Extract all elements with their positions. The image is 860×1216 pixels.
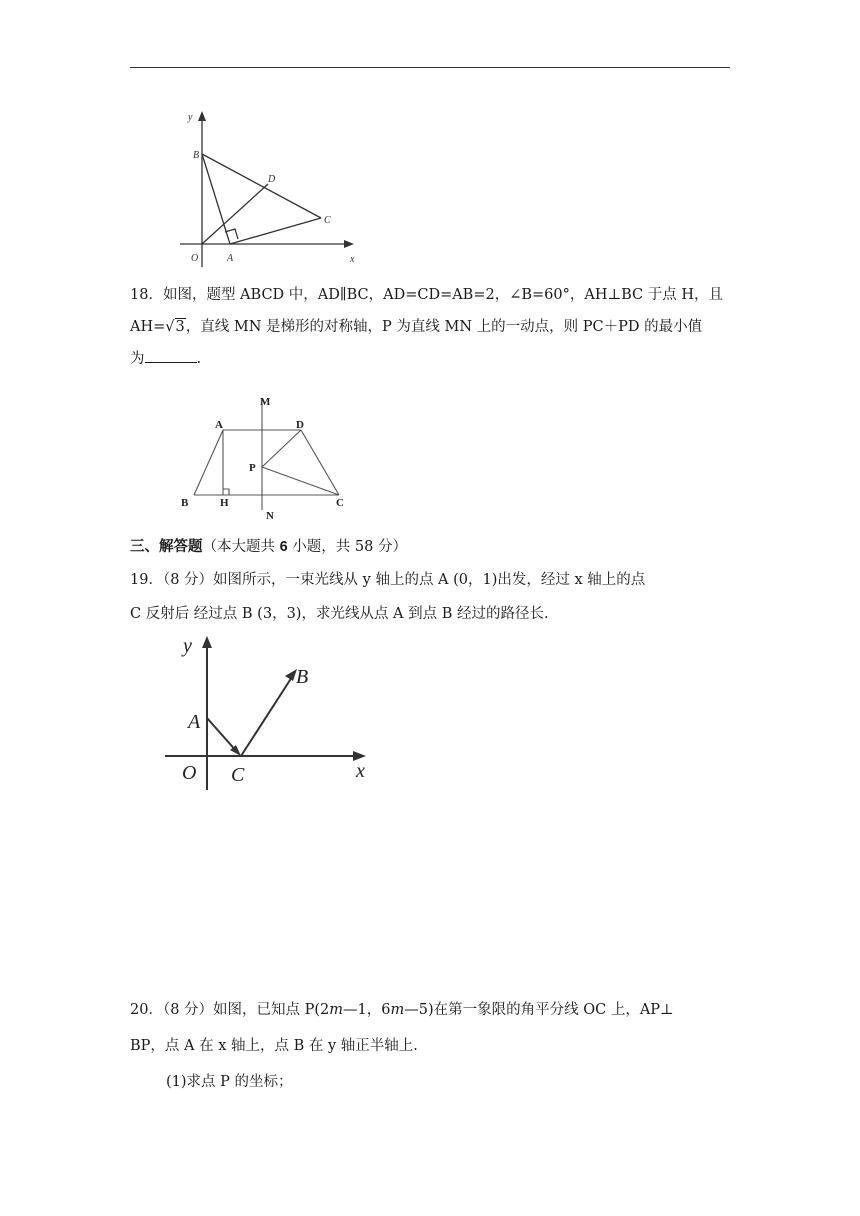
segment-AB <box>194 430 223 495</box>
question-20-subquestion-1: (1)求点 P 的坐标； <box>166 1074 293 1090</box>
label-C: C <box>336 497 344 509</box>
q20-text-a: 20．（8 分）如图，已知点 P(2 <box>130 1002 330 1018</box>
right-angle-mark-H <box>223 489 229 495</box>
label-C: C <box>324 215 331 226</box>
y-axis-arrow <box>198 111 206 121</box>
label-O: O <box>191 253 199 264</box>
variable-m-2: m <box>390 1002 405 1018</box>
question-20-line-2: BP，点 A 在 x 轴上，点 B 在 y 轴正半轴上. <box>130 1038 418 1054</box>
label-D: D <box>268 174 276 185</box>
segment-DC <box>301 430 339 495</box>
ray-CB <box>241 677 292 756</box>
question-20-line-1 <box>130 995 734 1026</box>
label-B: B <box>181 497 189 509</box>
label-P: P <box>249 462 256 474</box>
figure-18-trapezoid-diagram <box>175 388 365 523</box>
variable-m: m <box>329 1002 344 1018</box>
segment-PC <box>262 467 339 495</box>
section-3-count: 6 <box>279 539 288 555</box>
label-y: y <box>183 635 192 657</box>
question-19-line-2: C 反射后 经过点 B (3，3)，求光线从点 A 到点 B 经过的路径长. <box>130 606 549 622</box>
section-3-detail-post: 小题，共 58 分） <box>287 539 407 555</box>
y-axis-arrow <box>202 636 212 648</box>
segment-BC <box>202 154 321 218</box>
section-3-title: 三、解答题 <box>130 538 203 555</box>
label-N: N <box>266 510 274 522</box>
header-rule <box>130 67 730 68</box>
label-A: A <box>215 419 223 431</box>
segment-AC <box>230 218 321 244</box>
label-H: H <box>220 497 229 509</box>
x-axis-arrow <box>344 240 354 248</box>
q18-ah-label: AH= <box>130 319 166 335</box>
label-O: O <box>182 762 197 784</box>
segment-OD <box>202 184 268 244</box>
section-3-heading <box>130 531 734 563</box>
label-y: y <box>188 112 193 123</box>
label-x: x <box>356 760 365 782</box>
figure-17-coordinate-diagram <box>178 105 368 270</box>
figure-19-reflection-diagram <box>160 632 385 792</box>
q20-text-c: —5)在第一象限的角平分线 OC 上，AP⊥ <box>404 1002 674 1018</box>
q18-period: . <box>196 351 202 367</box>
sqrt-symbol: √3 <box>165 319 185 335</box>
question-18-line-2 <box>130 312 734 343</box>
label-C: C <box>231 764 245 786</box>
section-3-detail-pre: （本大题共 <box>202 539 280 555</box>
q18-line2-text: ，直线 MN 是梯形的对称轴，P 为直线 MN 上的一动点，则 PC＋PD 的最小值 <box>185 319 703 335</box>
segment-PD <box>262 430 301 467</box>
label-D: D <box>296 419 304 431</box>
sqrt-radicand: 3 <box>175 319 185 335</box>
q18-line3-text: 为 <box>130 351 145 367</box>
label-B: B <box>296 666 309 688</box>
question-18-line-1: 18．如图，题型 ABCD 中，AD∥BC，AD=CD=AB=2，∠B=60°，AH⊥BC 于点 H，且 <box>130 287 724 303</box>
label-A: A <box>227 253 234 264</box>
label-x: x <box>350 254 355 265</box>
label-A: A <box>188 711 201 733</box>
label-B: B <box>193 150 200 161</box>
label-M: M <box>260 396 271 408</box>
q20-text-b: —1，6 <box>343 1002 391 1018</box>
question-18-line-3 <box>130 344 734 375</box>
answer-blank <box>145 350 197 363</box>
question-19-line-1: 19．（8 分）如图所示，一束光线从 y 轴上的点 A (0，1)出发，经过 x 轴上的点 <box>130 572 646 588</box>
